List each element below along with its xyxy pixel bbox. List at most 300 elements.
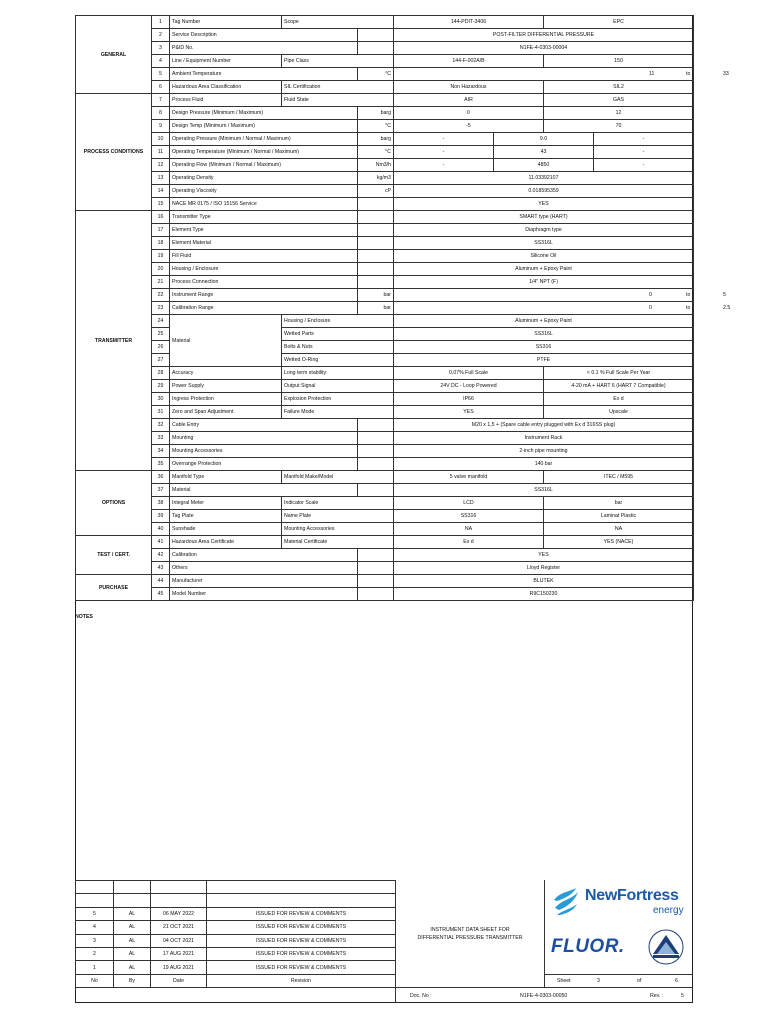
rev-by: AL (114, 961, 151, 974)
row-sublabel: SIL Certification (282, 81, 394, 94)
value-min: - (394, 159, 494, 171)
revision-row (76, 947, 396, 960)
row-label: Operating Density (170, 172, 358, 185)
row-label: Transmitter Type (170, 211, 358, 224)
row-label: Operating Viscosity (170, 185, 358, 198)
sheet-label: Sheet (557, 978, 571, 984)
spec-row (76, 133, 694, 146)
spec-row (76, 471, 694, 484)
revision-row (76, 907, 396, 920)
row-label: Calibration Range (170, 302, 358, 315)
row-number: 28 (152, 367, 170, 380)
row-number: 4 (152, 55, 170, 68)
row-label: Others (170, 562, 358, 575)
spec-row (76, 458, 694, 471)
row-value: Instrument Rack (394, 432, 694, 445)
rev-date (151, 894, 207, 907)
row-number: 3 (152, 42, 170, 55)
rev-by: AL (114, 947, 151, 960)
row-unit: kg/m3 (358, 172, 394, 185)
row-label: Zero and Span Adjustment (170, 406, 282, 419)
row-unit (358, 250, 394, 263)
row-label: Integral Meter (170, 497, 282, 510)
row-value-2: GAS (544, 94, 694, 107)
title-line-2: DIFFERENTIAL PRESSURE TRANSMITTER (417, 935, 523, 941)
row-unit (358, 419, 394, 432)
spec-row (76, 198, 694, 211)
section-label-transmitter: TRANSMITTER (76, 211, 152, 471)
row-value-2: EPC (544, 16, 694, 29)
newfortress-logo-subtext: energy (653, 905, 684, 916)
row-label: Element Type (170, 224, 358, 237)
sheet-number: 3 (597, 978, 600, 984)
row-unit (358, 198, 394, 211)
row-value-1: Non Hazardous (394, 81, 544, 94)
row-unit (358, 484, 394, 497)
spec-row (76, 549, 694, 562)
row-sublabel: Name Plate (282, 510, 394, 523)
row-label: Fill Fluid (170, 250, 358, 263)
row-value: SS316L (394, 328, 694, 341)
row-unit: bar (358, 289, 394, 302)
section-label-process: PROCESS CONDITIONS (76, 94, 152, 211)
row-number: 32 (152, 419, 170, 432)
row-number: 14 (152, 185, 170, 198)
spec-row (76, 484, 694, 497)
row-triple (394, 146, 694, 159)
row-number: 42 (152, 549, 170, 562)
rev-by: AL (114, 934, 151, 947)
row-triple (394, 159, 694, 172)
row-number: 13 (152, 172, 170, 185)
spec-row (76, 588, 694, 601)
row-value-2: YES (NACE) (544, 536, 694, 549)
spec-row (76, 419, 694, 432)
row-unit: cP (358, 185, 394, 198)
row-unit (358, 588, 394, 601)
revision-header-row (76, 974, 396, 987)
rev-no: 2 (76, 947, 114, 960)
spec-row (76, 42, 694, 55)
row-value-1: NA (394, 523, 544, 536)
row-unit: barg (358, 133, 394, 146)
row-label: Service Description (170, 29, 358, 42)
row-unit (358, 432, 394, 445)
row-number: 36 (152, 471, 170, 484)
row-number: 35 (152, 458, 170, 471)
rev-header-no: No (76, 974, 114, 987)
rev-label: Rev. : (650, 993, 664, 999)
row-label: Element Material (170, 237, 358, 250)
spec-row (76, 107, 694, 120)
rev-description: ISSUED FOR REVIEW & COMMENTS (207, 947, 396, 960)
rev-date (151, 881, 207, 894)
row-label: Tag Plate (170, 510, 282, 523)
rev-no: 1 (76, 961, 114, 974)
row-label: Cable Entry (170, 419, 358, 432)
row-sublabel: Wetted O-Ring (282, 354, 394, 367)
row-number: 22 (152, 289, 170, 302)
rev-description: ISSUED FOR REVIEW & COMMENTS (207, 907, 396, 920)
rev-date: 04 OCT 2021 (151, 934, 207, 947)
spec-row (76, 81, 694, 94)
spec-row (76, 289, 694, 302)
row-value: BLUTEK (394, 575, 694, 588)
row-number: 41 (152, 536, 170, 549)
doc-info (395, 987, 693, 1003)
row-value: YES (394, 198, 694, 211)
row-number: 16 (152, 211, 170, 224)
row-number: 40 (152, 523, 170, 536)
row-label: Mounting Accessories (170, 445, 358, 458)
spec-row (76, 120, 694, 133)
rev-date: 06 MAY 2022 (151, 907, 207, 920)
row-number: 18 (152, 237, 170, 250)
row-sublabel: Failure Mode (282, 406, 394, 419)
revision-row-empty (76, 881, 396, 894)
sheet-total: 6 (675, 978, 678, 984)
rev-no: 4 (76, 921, 114, 934)
spec-row (76, 432, 694, 445)
range-to: to (686, 305, 691, 311)
rev-number: 5 (681, 993, 684, 999)
row-value: 140 bar (394, 458, 694, 471)
row-sublabel: Manifold Make/Model (282, 471, 394, 484)
spec-row (76, 536, 694, 549)
spec-row (76, 445, 694, 458)
range-from: 11 (649, 71, 655, 77)
rev-no: 3 (76, 934, 114, 947)
row-value-1: YES (394, 406, 544, 419)
title-line-1: INSTRUMENT DATA SHEET FOR (430, 927, 510, 933)
row-unit (358, 237, 394, 250)
fluor-logo-text: FLUOR. (551, 936, 625, 957)
row-number: 1 (152, 16, 170, 29)
row-range (394, 302, 731, 315)
row-number: 23 (152, 302, 170, 315)
rev-header-date: Date (151, 974, 207, 987)
row-value: R9C150230 (394, 588, 694, 601)
revision-row-empty (76, 894, 396, 907)
row-number: 6 (152, 81, 170, 94)
row-number: 33 (152, 432, 170, 445)
row-value-1: 0,07% Full Scale (394, 367, 544, 380)
spec-row (76, 224, 694, 237)
spec-row (76, 263, 694, 276)
newfortress-flame-icon (551, 886, 581, 916)
row-unit: barg (358, 107, 394, 120)
value-max: - (642, 149, 645, 155)
rev-date: 17 AUG 2021 (151, 947, 207, 960)
value-max: - (642, 136, 645, 142)
row-sublabel: Mounting Accessories (282, 523, 394, 536)
row-value: YES (394, 549, 694, 562)
row-number: 43 (152, 562, 170, 575)
row-label: Overrange Protection (170, 458, 358, 471)
row-label: Mounting (170, 432, 358, 445)
spec-row (76, 302, 694, 315)
row-unit (358, 276, 394, 289)
sheet-of: of (637, 978, 642, 984)
row-unit (358, 549, 394, 562)
row-value-2: Laminat Plastic (544, 510, 694, 523)
row-unit (358, 29, 394, 42)
row-value-2: Ex d (544, 393, 694, 406)
row-value-2: 4-20 mA + HART 6 (HART 7 Compatible) (544, 380, 694, 393)
row-value-2: 12 (544, 107, 694, 120)
row-number: 30 (152, 393, 170, 406)
row-value-1: AIR (394, 94, 544, 107)
row-triple (394, 133, 694, 146)
row-number: 24 (152, 315, 170, 328)
newfortress-logo-text: NewFortress (585, 887, 679, 904)
row-label: Material (170, 484, 358, 497)
spec-row (76, 562, 694, 575)
row-value-2: ITEC / M595 (544, 471, 694, 484)
row-unit (358, 263, 394, 276)
row-value: POST-FILTER DIFFERENTIAL PRESSURE (394, 29, 694, 42)
spec-row (76, 510, 694, 523)
range-end: 5 (723, 292, 726, 298)
row-label: Line / Equipment Number (170, 55, 282, 68)
row-value: 2-inch pipe mounting (394, 445, 694, 458)
row-number: 12 (152, 159, 170, 172)
row-value: Diaphragm type (394, 224, 694, 237)
row-label: Hazardous Area Classification (170, 81, 282, 94)
row-unit (358, 458, 394, 471)
row-sublabel: Wetted Parts (282, 328, 394, 341)
rev-description (207, 881, 396, 894)
row-unit: Nm3/h (358, 159, 394, 172)
row-value: SMART type (HART) (394, 211, 694, 224)
row-number: 5 (152, 68, 170, 81)
row-value-1: 5 valve manifold (394, 471, 544, 484)
row-unit (358, 42, 394, 55)
row-value-2: Upscale (544, 406, 694, 419)
range-to: to (686, 71, 691, 77)
row-label: P&ID No. (170, 42, 358, 55)
row-value: N1FE-4-0303-00004 (394, 42, 694, 55)
value-normal: 43 (494, 146, 594, 158)
row-value-1: 144-PDIT-3406 (394, 16, 544, 29)
spec-row (76, 380, 694, 393)
range-from: 0 (649, 292, 652, 298)
rev-by (114, 881, 151, 894)
row-sublabel: Fluid State (282, 94, 394, 107)
rev-no: 5 (76, 907, 114, 920)
row-label: Manufacturer (170, 575, 358, 588)
row-label: Process Fluid (170, 94, 282, 107)
row-sublabel: Long term stability: (282, 367, 394, 380)
row-number: 29 (152, 380, 170, 393)
spec-row (76, 55, 694, 68)
spec-row (76, 250, 694, 263)
row-label: Tag Number (170, 16, 282, 29)
row-label: Power Supply (170, 380, 282, 393)
row-label: Ingress Protection (170, 393, 282, 406)
logo-area (544, 880, 693, 974)
spec-row (76, 146, 694, 159)
row-value: Silicone Oil (394, 250, 694, 263)
row-number: 45 (152, 588, 170, 601)
row-range (394, 68, 729, 81)
row-unit (358, 575, 394, 588)
revision-row (76, 961, 396, 974)
row-label: Operating Flow (Minimum / Normal / Maximum) (170, 159, 358, 172)
rev-description: ISSUED FOR REVIEW & COMMENTS (207, 934, 396, 947)
row-label: Housing / Enclosure (170, 263, 358, 276)
row-unit: bar (358, 302, 394, 315)
spec-row (76, 328, 694, 341)
spec-row (76, 315, 694, 328)
row-number: 11 (152, 146, 170, 159)
revision-row (76, 934, 396, 947)
row-label: Operating Pressure (Minimum / Normal / Maximum) (170, 133, 358, 146)
row-unit (358, 445, 394, 458)
row-number: 37 (152, 484, 170, 497)
spec-row (76, 497, 694, 510)
doc-no-label: Doc. No : (410, 993, 432, 999)
spec-row (76, 159, 694, 172)
spec-row (76, 276, 694, 289)
row-value-1: 24V DC - Loop Powered (394, 380, 544, 393)
row-number: 21 (152, 276, 170, 289)
company-seal-icon (647, 928, 685, 966)
range-end: 2.5 (723, 305, 731, 311)
row-value-1: LCD (394, 497, 544, 510)
row-value-2: 70 (544, 120, 694, 133)
row-unit (358, 562, 394, 575)
row-label: Design Temp (Minimum / Maximum) (170, 120, 358, 133)
row-sublabel: Explosion Protection (282, 393, 394, 406)
row-label: Design Pressure (Minimum / Maximum) (170, 107, 358, 120)
revision-row (76, 921, 396, 934)
row-value-2: SIL2 (544, 81, 694, 94)
row-value-1: SS316 (394, 510, 544, 523)
row-number: 15 (152, 198, 170, 211)
value-min: - (394, 146, 494, 158)
row-range (394, 289, 726, 302)
row-value-1: IP66 (394, 393, 544, 406)
rev-no (76, 881, 114, 894)
row-number: 31 (152, 406, 170, 419)
spec-row (76, 68, 694, 81)
row-label: Process Connection (170, 276, 358, 289)
row-value: Aluminum + Epoxy Paint (394, 315, 694, 328)
row-unit: °C (358, 120, 394, 133)
spec-row (76, 523, 694, 536)
row-value: Lloyd Register (394, 562, 694, 575)
row-sublabel: Scope (282, 16, 394, 29)
row-label: Operating Temperature (Minimum / Normal / Maximum) (170, 146, 358, 159)
row-value-2: NA (544, 523, 694, 536)
rev-date: 21 OCT 2021 (151, 921, 207, 934)
sheet-info (544, 974, 693, 987)
value-normal: 9.0 (494, 133, 594, 145)
notes-label: NOTES (75, 614, 93, 620)
row-number: 20 (152, 263, 170, 276)
spec-row (76, 354, 694, 367)
row-unit: °C (358, 146, 394, 159)
row-number: 25 (152, 328, 170, 341)
row-unit (358, 224, 394, 237)
spec-row (76, 406, 694, 419)
row-value-2: bar (544, 497, 694, 510)
row-label: Instrument Range (170, 289, 358, 302)
spec-row (76, 172, 694, 185)
row-label: NACE MR 0175 / ISO 15156 Service (170, 198, 358, 211)
row-value: PTFE (394, 354, 694, 367)
row-value-1: 144-F-002A/B (394, 55, 544, 68)
document-title (395, 880, 544, 987)
row-value: SS316L (394, 484, 694, 497)
row-number: 19 (152, 250, 170, 263)
rev-date: 19 AUG 2021 (151, 961, 207, 974)
row-sublabel: Pipe Class (282, 55, 394, 68)
rev-description (207, 894, 396, 907)
spec-row (76, 29, 694, 42)
section-label-general: GENERAL (76, 16, 152, 94)
spec-row (76, 16, 694, 29)
row-sublabel: Indicator Scale (282, 497, 394, 510)
row-value: Aluminum + Epoxy Paint (394, 263, 694, 276)
row-value: SS316 (394, 341, 694, 354)
value-min: - (394, 133, 494, 145)
row-value: M20 x 1,5 + (Spare cable entry plugged with Ex d 316SS plug) (394, 419, 694, 432)
row-label: Hazardous Area Certificate (170, 536, 282, 549)
value-max: - (642, 162, 645, 168)
row-label: Calibration (170, 549, 358, 562)
row-number: 44 (152, 575, 170, 588)
spec-row (76, 211, 694, 224)
spec-table (75, 15, 731, 601)
rev-header-revision: Revision (207, 974, 396, 987)
row-sublabel: Housing / Enclosure (282, 315, 394, 328)
rev-description: ISSUED FOR REVIEW & COMMENTS (207, 921, 396, 934)
doc-number: N1FE-4-0303-00050 (520, 993, 568, 999)
row-number: 26 (152, 341, 170, 354)
row-sublabel: Material Certificate (282, 536, 394, 549)
row-value-1: 0 (394, 107, 544, 120)
section-label-test: TEST / CERT. (76, 536, 152, 575)
row-sublabel: Bolts & Nuts (282, 341, 394, 354)
row-number: 8 (152, 107, 170, 120)
row-number: 17 (152, 224, 170, 237)
row-value: 0.018595359 (394, 185, 694, 198)
row-number: 7 (152, 94, 170, 107)
range-to: to (686, 292, 691, 298)
row-number: 27 (152, 354, 170, 367)
row-label: Ambient Temperature (170, 68, 358, 81)
section-label-options: OPTIONS (76, 471, 152, 536)
range-end: 33 (723, 71, 729, 77)
spec-row (76, 575, 694, 588)
row-value-1: Ex d (394, 536, 544, 549)
row-unit: °C (358, 68, 394, 81)
section-label-purchase: PURCHASE (76, 575, 152, 601)
row-number: 9 (152, 120, 170, 133)
spec-row (76, 341, 694, 354)
row-label: Accuracy (170, 367, 282, 380)
row-value-2: 150 (544, 55, 694, 68)
row-number: 34 (152, 445, 170, 458)
rev-no (76, 894, 114, 907)
value-normal: 4850 (494, 159, 594, 171)
spec-row (76, 94, 694, 107)
range-from: 0 (649, 305, 652, 311)
revision-table (75, 880, 396, 988)
row-value-2: < 0.1 % Full Scale Per Year (544, 367, 694, 380)
